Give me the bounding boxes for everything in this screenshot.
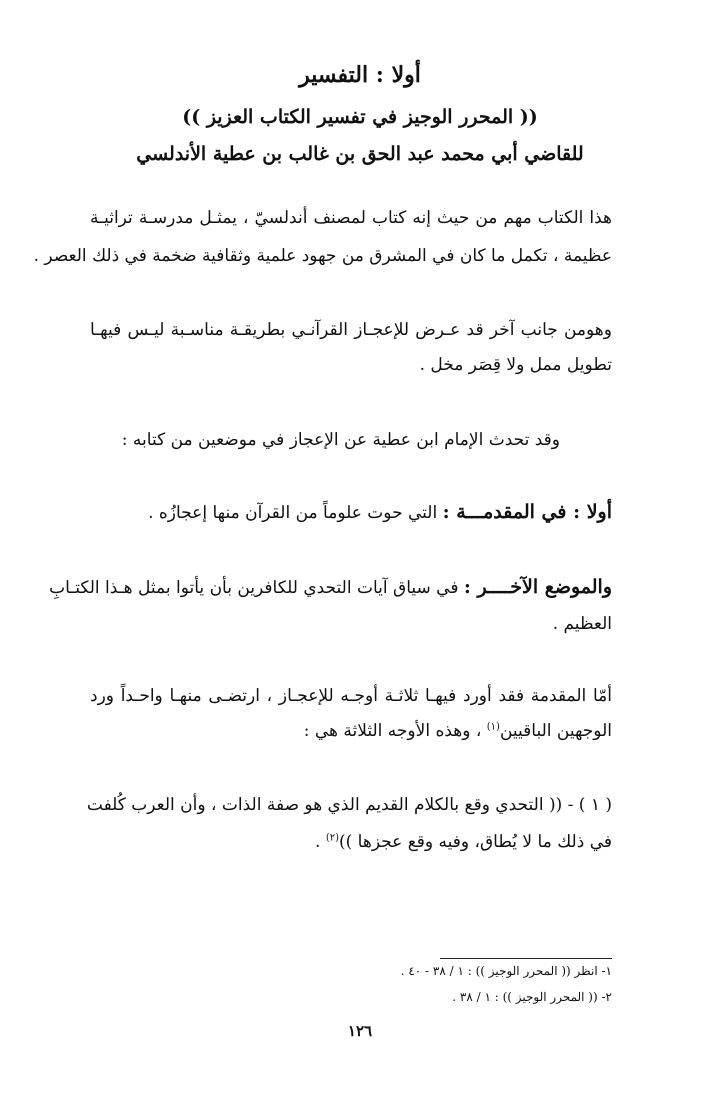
footnote: ١- انظر (( المحرر الوجيز )) : ١ / ٣٨ - ٤٠ . (400, 964, 612, 978)
paragraph-line: وقد تحدث الإمام ابن عطية عن الإعجاز في موضعين من كتابه : (121, 430, 560, 450)
paragraph-line: أمّا المقدمة فقد أورد فيهـا ثلاثـة أوجـه للإعجـاز ، ارتضـى منهـا واحـداً ورد (90, 686, 612, 706)
footnote-ref: (١) (486, 721, 500, 733)
book-author: للقاضي أبي محمد عبد الحق بن غالب بن عطية الأندلسي (136, 143, 584, 165)
text-span: ، وهذه الأوجه الثلاثة هي : (303, 721, 487, 741)
page-number: ١٢٦ (347, 1022, 373, 1040)
footnote-divider (440, 958, 612, 959)
subsection-text: التي حوت علوماً من القرآن منها إعجازُه . (148, 503, 438, 523)
subsection-text: في سياق آيات التحدي للكافرين بأن يأتوا بمثل هـذا الكتـابِ (49, 578, 459, 598)
paragraph-line: ( ١ ) - (( التحدي وقع بالكلام القديم الذي هو صفة الذات ، وأن العرب كُلفت (86, 795, 612, 815)
subsection-label: والموضع الآخــــر : (463, 576, 612, 598)
text-span: الوجهين الباقيين (499, 721, 612, 741)
text-span: . (315, 832, 326, 852)
footnote-ref: (٢) (325, 832, 339, 844)
paragraph-line (49, 575, 612, 600)
book-title: (( المحرر الوجيز في تفسير الكتاب العزيز )) (182, 106, 538, 128)
section-title: أولا : التفسير (299, 62, 421, 88)
paragraph-line: عظيمة ، تكمل ما كان في المشرق من جهود علمية وثقافية ضخمة في ذلك العصر . (33, 246, 612, 266)
paragraph-line (90, 830, 612, 854)
paragraph-line: هذا الكتاب مهم من حيث إنه كتاب لمصنف أندلسيّ ، يمثـل مدرسـة تراثيـة (90, 208, 612, 228)
paragraph-line: العظيم . (552, 614, 612, 634)
paragraph-line (90, 719, 612, 743)
subsection-label: أولا : في المقدمـــة : (442, 501, 612, 523)
paragraph-line (90, 500, 612, 525)
paragraph-line: تطويل ممل ولا قِصَر مخل . (419, 355, 612, 375)
footnote: ٢- (( المحرر الوجيز )) : ١ / ٣٨ . (452, 990, 612, 1004)
paragraph-line: وهومن جانب آخر قد عـرض للإعجـاز القرآنـي بطريقـة مناسـبة ليـس فيهـا (90, 320, 612, 340)
text-span: في ذلك ما لا يُطاق، وفيه وقع عجزها )) (339, 832, 612, 852)
